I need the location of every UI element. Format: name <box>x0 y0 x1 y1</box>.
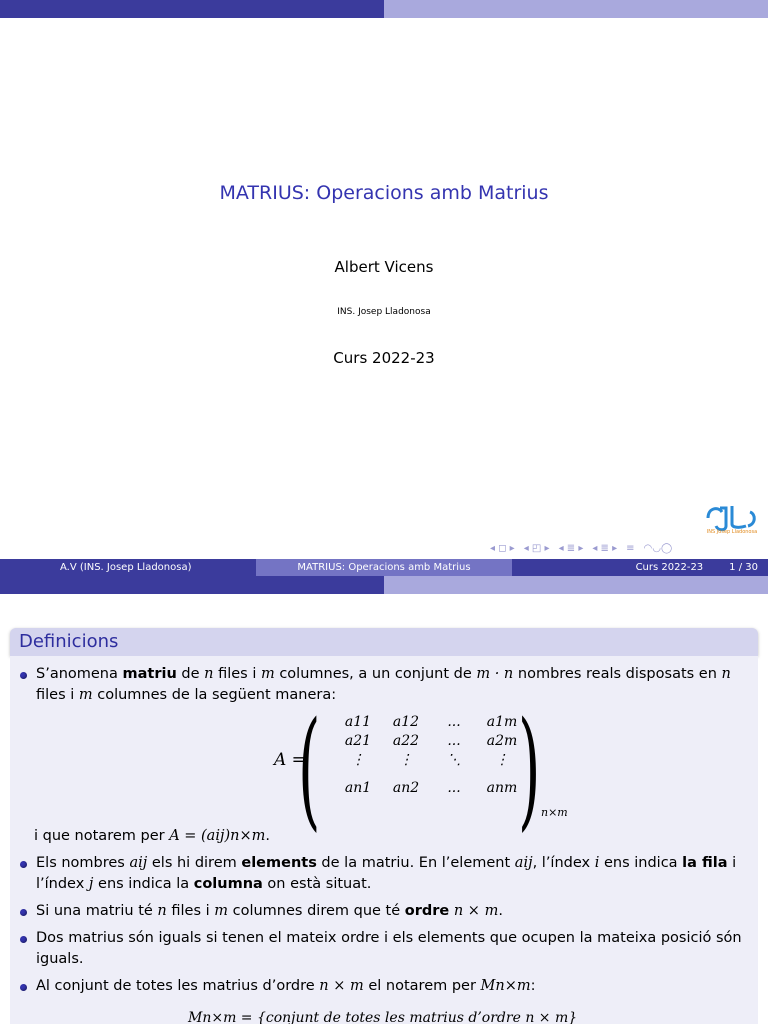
matrix-cell: a2m <box>486 733 518 749</box>
math: Mn×m <box>480 978 531 994</box>
footer-author: A.V (INS. Josep Lladonosa) <box>0 559 256 576</box>
matrix-cell: ... <box>447 780 461 796</box>
text: Dos matrius són iguals si tenen el mateix ordre i els elements que ocupen la mateixa posició són iguals. <box>36 930 742 967</box>
presentation-title: MATRIUS: Operacions amb Matrius <box>219 182 549 204</box>
footer-right <box>512 559 768 576</box>
text: columnes de la següent manera: <box>92 687 337 703</box>
matrix-cell: ... <box>447 714 461 730</box>
text: S’anomena <box>36 666 123 682</box>
bold-term: matriu <box>122 666 177 682</box>
matrix-lhs: A = <box>274 750 306 770</box>
nav-subsection-icon[interactable]: ◂ ◰ ▸ <box>523 542 550 554</box>
bold-term: la fila <box>682 855 728 871</box>
text: files i <box>213 666 261 682</box>
set-definition-equation: Mn×m = {conjunt de totes les matrius d’ordre n × m} <box>188 1010 578 1024</box>
definitions-block <box>10 628 758 1024</box>
text: ens indica <box>599 855 683 871</box>
footer-title: MATRIUS: Operacions amb Matrius <box>256 559 512 576</box>
text: el notarem per <box>363 978 481 994</box>
text: files i <box>36 687 79 703</box>
matrix-cell: a12 <box>392 714 420 730</box>
matrix-cell: an2 <box>392 780 420 796</box>
math: n × m <box>449 903 499 919</box>
header-bar-left <box>0 576 384 594</box>
text: nombres reals disposats en <box>513 666 722 682</box>
text: Al conjunt de totes les matrius d’ordre <box>36 978 320 994</box>
math: n <box>721 666 731 682</box>
block-body <box>10 656 758 1024</box>
list-item <box>16 853 750 895</box>
definitions-slide <box>0 576 768 1024</box>
matrix-cell: ⋱ <box>447 752 461 768</box>
text: i l’índex <box>36 855 737 892</box>
text: els hi direm <box>147 855 242 871</box>
matrix-cell: a22 <box>392 733 420 749</box>
list-item <box>16 928 750 970</box>
nav-frame-icon[interactable]: ◂ ◻ ▸ <box>490 542 515 554</box>
text: columnes direm que té <box>228 903 405 919</box>
math: i <box>594 855 600 871</box>
bold-term: columna <box>193 876 263 892</box>
list-item <box>16 976 750 997</box>
text: Si una matriu té <box>36 903 158 919</box>
header-bar <box>0 576 768 594</box>
bold-term: ordre <box>404 903 450 919</box>
header-bar-right <box>384 0 768 18</box>
math: n <box>157 903 167 919</box>
text: ens indica la <box>93 876 194 892</box>
matrix-cell: ⋮ <box>351 752 365 768</box>
matrix-cell: ⋮ <box>495 752 509 768</box>
math: aij <box>129 855 148 871</box>
header-bar <box>0 0 768 18</box>
matrix-cell: ⋮ <box>399 752 413 768</box>
math: n × m <box>319 978 364 994</box>
math: m <box>214 903 229 919</box>
text: . <box>265 828 270 844</box>
left-paren: ( <box>298 695 321 844</box>
text: on està situat. <box>262 876 372 892</box>
matrix-cell: an1 <box>344 780 372 796</box>
beamer-navigation <box>490 540 672 556</box>
nav-search-icon[interactable]: ◠◡◯ <box>643 542 673 554</box>
logo-caption: INS Josep Lladonosa <box>706 529 758 535</box>
matrix-cell: a11 <box>344 714 372 730</box>
math: m · n <box>476 666 514 682</box>
matrix-cell: anm <box>486 780 518 796</box>
matrix-cell: a21 <box>344 733 372 749</box>
text: de <box>176 666 205 682</box>
nav-section-icon[interactable]: ◂ ≣ ▸ <box>558 542 584 554</box>
math: aij <box>514 855 533 871</box>
right-paren: ) <box>518 695 541 844</box>
matrix-cell: ... <box>447 733 461 749</box>
nav-document-icon[interactable]: ◂ ≣ ▸ <box>592 542 618 554</box>
math: j <box>88 876 94 892</box>
list-item <box>16 901 750 922</box>
block-title: Definicions <box>10 628 758 656</box>
text: Els nombres <box>36 855 130 871</box>
text: i que notarem per <box>34 828 170 844</box>
header-bar-right <box>384 576 768 594</box>
text: , l’índex <box>532 855 595 871</box>
text: columnes, a un conjunt de <box>274 666 477 682</box>
header-bar-left <box>0 0 384 18</box>
notation-line <box>34 826 750 847</box>
math: m <box>260 666 275 682</box>
text: files i <box>166 903 215 919</box>
text: : <box>530 978 536 994</box>
text: . <box>498 903 503 919</box>
footer-bar <box>0 559 768 576</box>
footer-page-number: 1 / 30 <box>729 562 758 573</box>
definitions-list <box>16 664 750 997</box>
matrix-cell: a1m <box>486 714 518 730</box>
nav-menu-icon[interactable]: ≡ <box>626 542 635 554</box>
matrix-order-subscript: n×m <box>541 806 568 819</box>
bold-term: elements <box>241 855 317 871</box>
footer-date: Curs 2022-23 <box>635 562 704 573</box>
math: m <box>78 687 93 703</box>
presentation-date: Curs 2022-23 <box>333 349 435 367</box>
list-item <box>16 664 750 847</box>
text: de la matriu. En l’element <box>316 855 515 871</box>
math: n <box>204 666 214 682</box>
matrix-grid <box>334 712 526 802</box>
math: A = (aij)n×m <box>169 828 266 844</box>
author-name: Albert Vicens <box>334 258 434 276</box>
institute-name: INS. Josep Lladonosa <box>337 307 431 317</box>
